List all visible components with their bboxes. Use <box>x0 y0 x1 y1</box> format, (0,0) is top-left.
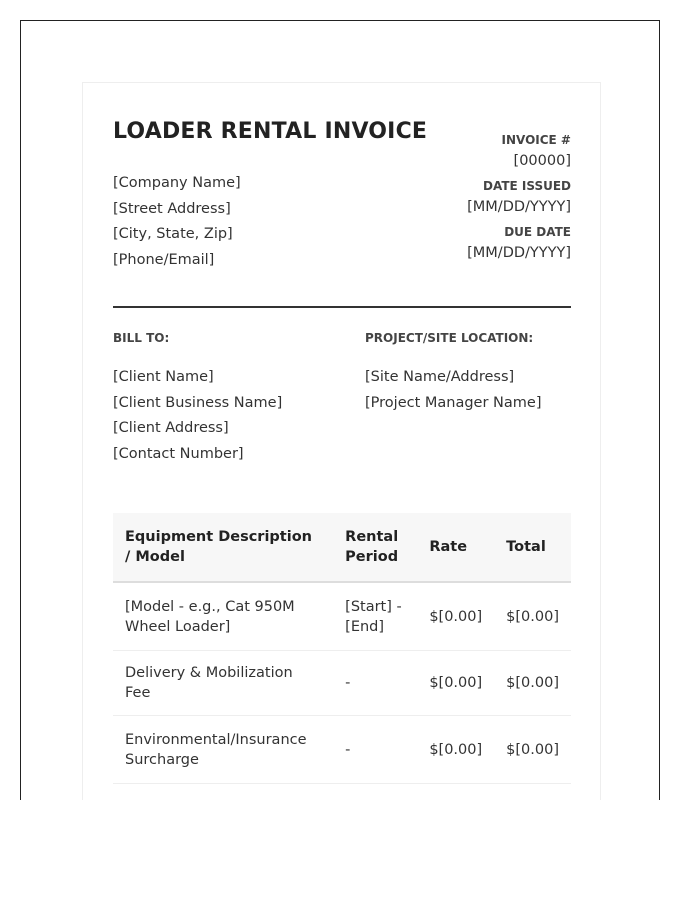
table-row <box>113 716 571 784</box>
column-header-period: Rental Period <box>333 513 417 582</box>
row-rate: $[0.00] <box>417 716 494 784</box>
date-issued-value: [MM/DD/YYYY] <box>467 199 571 215</box>
project-manager-name: [Project Manager Name] <box>365 394 542 411</box>
column-header-rate: Rate <box>417 513 494 582</box>
row-period: - <box>333 651 417 716</box>
row-total: $[0.00] <box>494 651 571 716</box>
row-period: [Start] - [End] <box>333 582 417 651</box>
row-total: $[0.00] <box>494 716 571 784</box>
line-items-table <box>113 513 571 784</box>
page-frame <box>20 20 660 800</box>
site-name-address: [Site Name/Address] <box>365 369 515 385</box>
row-description: [Model - e.g., Cat 950M Wheel Loader] <box>113 582 333 651</box>
company-city: [City, State, Zip] <box>113 226 233 242</box>
bill-to-block <box>113 365 282 467</box>
company-contact: [Phone/Email] <box>113 251 215 268</box>
row-period: - <box>333 716 417 784</box>
row-total: $[0.00] <box>494 582 571 651</box>
invoice-title: LOADER RENTAL INVOICE <box>113 119 428 144</box>
client-business-name: [Client Business Name] <box>113 394 283 411</box>
client-name: [Client Name] <box>113 369 214 385</box>
row-rate: $[0.00] <box>417 582 494 651</box>
company-name: [Company Name] <box>113 175 241 191</box>
invoice-number-value: [00000] <box>513 153 571 169</box>
header-divider <box>113 306 571 308</box>
row-description: Environmental/Insurance Surcharge <box>113 716 333 784</box>
due-date-value: [MM/DD/YYYY] <box>467 245 571 261</box>
invoice-meta <box>467 131 571 269</box>
invoice-number-label: INVOICE # <box>501 133 571 147</box>
invoice-document <box>82 82 601 800</box>
due-date-label: DUE DATE <box>504 225 571 239</box>
project-location-block <box>365 365 541 416</box>
company-street: [Street Address] <box>113 200 231 217</box>
row-description: Delivery & Mobilization Fee <box>113 651 333 716</box>
client-contact-number: [Contact Number] <box>113 445 244 462</box>
table-row <box>113 651 571 716</box>
table-row <box>113 582 571 651</box>
table-header-row <box>113 513 571 582</box>
row-rate: $[0.00] <box>417 651 494 716</box>
column-header-description: Equipment Description / Model <box>113 513 333 582</box>
company-info <box>113 171 241 273</box>
client-address: [Client Address] <box>113 420 229 436</box>
bill-to-label: BILL TO: <box>113 331 170 345</box>
column-header-total: Total <box>494 513 571 582</box>
date-issued-label: DATE ISSUED <box>483 179 571 193</box>
project-location-label: PROJECT/SITE LOCATION: <box>365 331 534 345</box>
